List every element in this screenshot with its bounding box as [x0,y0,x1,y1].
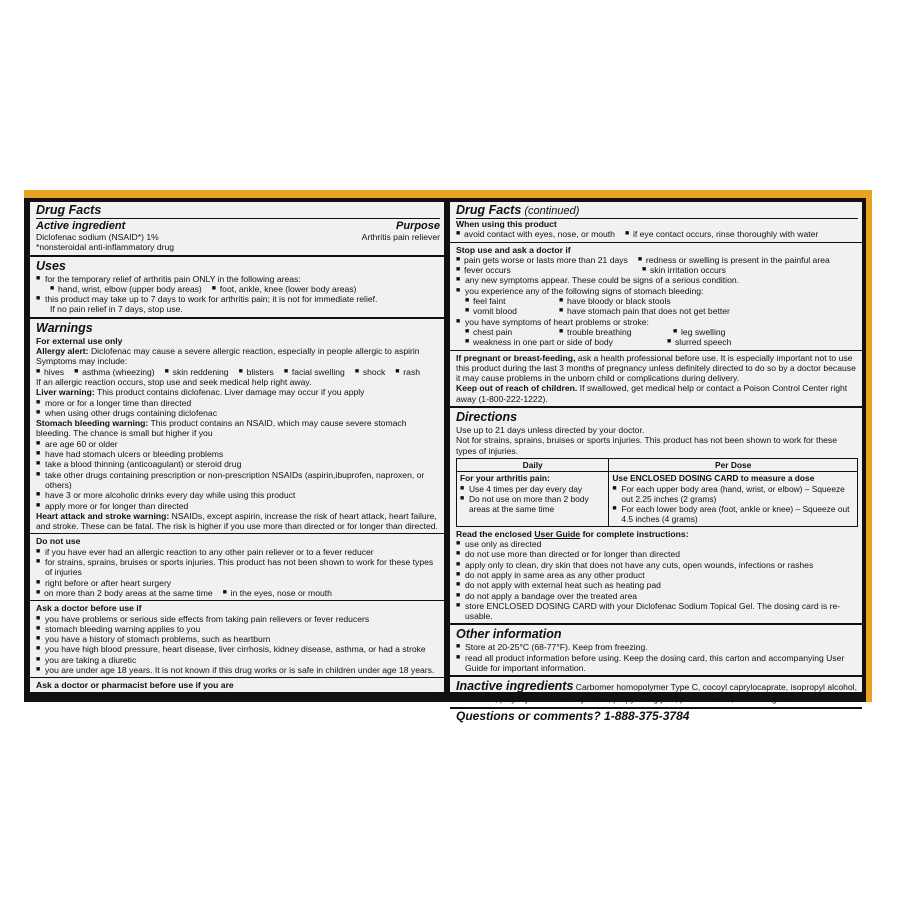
carton-edge-top [24,190,872,198]
uses-header: Uses [36,258,66,273]
ingredient-footnote: *nonsteroidal anti-inflammatory drug [36,242,175,253]
uses-section [30,255,444,317]
ask-doctor-item: ■ you are taking a diuretic [36,655,440,665]
uses-line: ■ this product may take up to 7 days to work for arthritis pain; it is not for immediate relief. [36,294,440,304]
uses-area-lower: ■ foot, ankle, knee (lower body areas) [212,284,357,294]
do-not-use-section [30,533,444,600]
drug-facts-left-panel [30,202,444,701]
heart-warning-label: Heart attack and stroke warning: [36,510,170,521]
direction-item: ■ do not use more than directed or for longer than directed [456,549,858,559]
drug-facts-right-panel [450,202,862,723]
stomach-item: ■ are age 60 or older [36,439,440,449]
guide-text: for complete instructions: [580,528,689,539]
symptom-item: ■ skin reddening [165,367,229,377]
stop-use-item: ■ any new symptoms appear. These could be signs of a serious condition. [456,275,858,285]
inactive-text: Carbomer homopolymer Type C, cocoyl caprylocaprate, isopropyl alcohol, mineral oil, polyoxyl 20 cetostearyl ether, propylene glycol, purified water, and strong ammonia solution. [456,682,857,705]
per-dose-heading: Use ENCLOSED DOSING CARD to measure a dose [612,473,815,484]
allergy-alert-text: Diclofenac may cause a severe allergic reaction, especially in people allergic to aspirin [90,346,420,357]
stop-use-section [450,242,862,350]
uses-area-upper: ■ hand, wrist, elbow (upper body areas) [50,284,202,294]
other-info-header: Other information [456,627,562,642]
stomach-item: ■ have had stomach ulcers or bleeding problems [36,449,440,459]
stomach-item: ■ have 3 or more alcoholic drinks every day while using this product [36,490,440,500]
stomach-warning-label: Stomach bleeding warning: [36,418,149,429]
ask-pharmacist-item: ■ taking any other drug [230,691,319,701]
pregnancy-section [450,350,862,406]
inactive-header: Inactive ingredients [456,679,574,694]
per-dose-item: ■ For each upper body area (hand, wrist, or elbow) – Squeeze out 2.25 inches (2 grams) [612,484,854,505]
ask-doctor-header: Ask a doctor before use if [36,603,142,614]
carton-edge-right [866,198,872,702]
daily-heading: For your arthritis pain: [460,473,550,484]
heart-sign: ■ weakness in one part or side of body [465,337,657,347]
stomach-sign: ■ feel faint [465,296,549,306]
stop-use-item: ■ redness or swelling is present in the painful area [638,255,830,265]
stomach-sign: ■ vomit blood [465,306,549,316]
keep-away-text: If swallowed, get medical help or contact a Poison Control Center right away (1-800-222-1222). [456,383,848,404]
liver-warning-label: Liver warning: [36,387,95,398]
heart-warning-text: NSAIDs, except aspirin, increase the risk of heart attack, heart failure, and stroke. These can be fatal. The risk is higher if you use more than directed or for longer than directed. [36,510,438,532]
daily-item: ■ Use 4 times per day every day [460,484,605,494]
dosing-table-header: Daily [457,458,609,471]
when-using-header: When using this product [456,218,858,229]
dosing-per-dose-cell [609,472,858,526]
heart-sign: ■ trouble breathing [559,327,663,337]
inactive-ingredients-section [450,675,862,706]
when-using-item: ■ avoid contact with eyes, nose, or mouth [456,229,615,239]
symptom-item: ■ blisters [239,367,274,377]
directions-line: Use up to 21 days unless directed by your doctor. [456,425,645,436]
symptom-item: ■ hives [36,367,64,377]
warnings-section [30,317,444,534]
keep-away-label: Keep out of reach of children. [456,383,578,394]
active-ingredient-header: Active ingredient [36,220,126,232]
symptom-item: ■ asthma (wheezing) [74,367,155,377]
stomach-item: ■ apply more or for longer than directed [36,501,440,511]
allergy-after-text: If an allergic reaction occurs, stop use and seek medical help right away. [36,376,312,387]
stop-use-item: ■ pain gets worse or lasts more than 21 days [456,255,628,265]
direction-item: ■ store ENCLOSED DOSING CARD with your Diclofenac Sodium Topical Gel. The dosing card is re-usable. [456,601,858,622]
ask-doctor-item: ■ stomach bleeding warning applies to you [36,624,440,634]
panel-title: Drug Facts [36,203,102,217]
ask-doctor-item: ■ you have problems or serious side effects from taking pain relievers or fever reducers [36,614,440,624]
stomach-sign: ■ have stomach pain that does not get better [559,306,730,316]
direction-item: ■ do not apply a bandage over the treated area [456,591,858,601]
do-not-use-header: Do not use [36,536,81,547]
liver-item: ■ when using other drugs containing diclofenac [36,408,440,418]
pregnancy-text: ask a health professional before use. It is especially important not to use this product during the last 3 months of pregnancy unless definitely directed to do so by a doctor because it may cause problems in the unborn child or complications during delivery. [456,352,856,384]
ask-doctor-section [30,600,444,677]
continued-arrow-icon: ▶ [433,689,440,699]
heart-sign: ■ slurred speech [667,337,731,347]
ask-pharmacist-section [30,677,444,703]
ask-pharmacist-header: Ask a doctor or pharmacist before use if you are [36,680,234,691]
symptoms-label: Symptoms may include: [36,356,128,367]
ask-pharmacist-item: ■ under a doctor's care for any serious condition [36,691,220,701]
stop-use-item: ■ you have symptoms of heart problems or stroke: [456,317,858,327]
daily-item: ■ Do not use on more than 2 body areas at the same time [460,494,605,515]
panel-title-continued: (continued) [521,205,580,217]
stomach-sign: ■ have bloody or black stools [559,296,671,306]
direction-item: ■ use only as directed [456,539,858,549]
symptom-item: ■ shock [355,367,385,377]
direction-item: ■ do not apply with external heat such as heating pad [456,580,858,590]
purpose-header: Purpose [395,220,440,232]
guide-text: Read the enclosed [456,528,535,539]
stop-use-item: ■ fever occurs [456,265,632,275]
other-info-section [450,623,862,675]
liver-warning-text: This product contains diclofenac. Liver damage may occur if you apply [96,387,365,398]
heart-sign: ■ leg swelling [673,327,725,337]
directions-line: Not for strains, sprains, bruises or sports injuries. This product has not been shown to work for these types of injuries. [456,435,838,456]
questions-line: Questions or comments? 1-888-375-3784 [456,708,690,723]
stomach-item: ■ take other drugs containing prescription or non-prescription NSAIDs (aspirin,ibuprofen, naproxen, or others) [36,470,440,491]
user-guide-reference: User Guide [534,528,581,539]
stop-use-header: Stop use and ask a doctor if [456,244,571,255]
stop-use-item: ■ skin irritation occurs [642,265,726,275]
uses-line: ■ for the temporary relief of arthritis pain ONLY in the following areas: [36,274,440,284]
dosing-table-header: Per Dose [609,458,858,471]
stomach-item: ■ take a blood thinning (anticoagulant) or steroid drug [36,459,440,469]
do-not-use-item: ■ in the eyes, nose or mouth [223,588,332,598]
symptom-item: ■ rash [395,367,420,377]
direction-item: ■ apply only to clean, dry skin that does not have any cuts, open wounds, infections or rashes [456,560,858,570]
ingredient-purpose: Arthritis pain reliever [361,232,440,242]
do-not-use-item: ■ for strains, sprains, bruises or sports injuries. This product has not been shown to work for these types of injuries [36,557,440,578]
questions-section [450,707,862,723]
per-dose-item: ■ For each lower body area (foot, ankle or knee) – Squeeze out 4.5 inches (4 grams) [612,504,854,525]
do-not-use-item: ■ on more than 2 body areas at the same time [36,588,213,598]
ask-doctor-item: ■ you have high blood pressure, heart disease, liver cirrhosis, kidney disease, asthma, or had a stroke [36,644,440,654]
when-using-section [450,202,862,242]
panel-title: Drug Facts [456,203,522,217]
allergy-alert-label: Allergy alert: [36,346,89,357]
directions-section [450,406,862,623]
stop-use-item: ■ you experience any of the following signs of stomach bleeding: [456,286,858,296]
symptom-item: ■ facial swelling [284,367,345,377]
uses-line: If no pain relief in 7 days, stop use. [50,304,183,315]
direction-item: ■ do not apply in same area as any other product [456,570,858,580]
ingredient-name: Diclofenac sodium (NSAID*) 1% [36,232,159,242]
directions-header: Directions [456,410,518,425]
do-not-use-item: ■ right before or after heart surgery [36,578,440,588]
heart-sign: ■ chest pain [465,327,549,337]
do-not-use-item: ■ if you have ever had an allergic reaction to any other pain reliever or to a fever reducer [36,547,440,557]
when-using-item: ■ if eye contact occurs, rinse thoroughly with water [625,229,818,239]
ask-doctor-item: ■ you have a history of stomach problems, such as heartburn [36,634,440,644]
dosing-table [456,458,858,527]
other-info-item: ■ read all product information before using. Keep the dosing card, this carton and accompanying User Guide for important information. [456,653,858,674]
active-ingredient-section [30,202,444,255]
stomach-warning-text: This product contains an NSAID, which may cause severe stomach bleeding. The chance is small but higher if you [36,418,407,439]
dosing-daily-cell [457,472,609,526]
ask-doctor-item: ■ you are under age 18 years. It is not known if this drug works or is safe in children under age 18 years. [36,665,440,675]
pregnancy-label: If pregnant or breast-feeding, [456,352,576,363]
other-info-item: ■ Store at 20-25°C (68-77°F). Keep from freezing. [456,642,858,652]
liver-item: ■ more or for a longer time than directed [36,398,440,408]
warnings-header: Warnings [36,320,93,335]
external-use-note: For external use only [36,335,123,346]
